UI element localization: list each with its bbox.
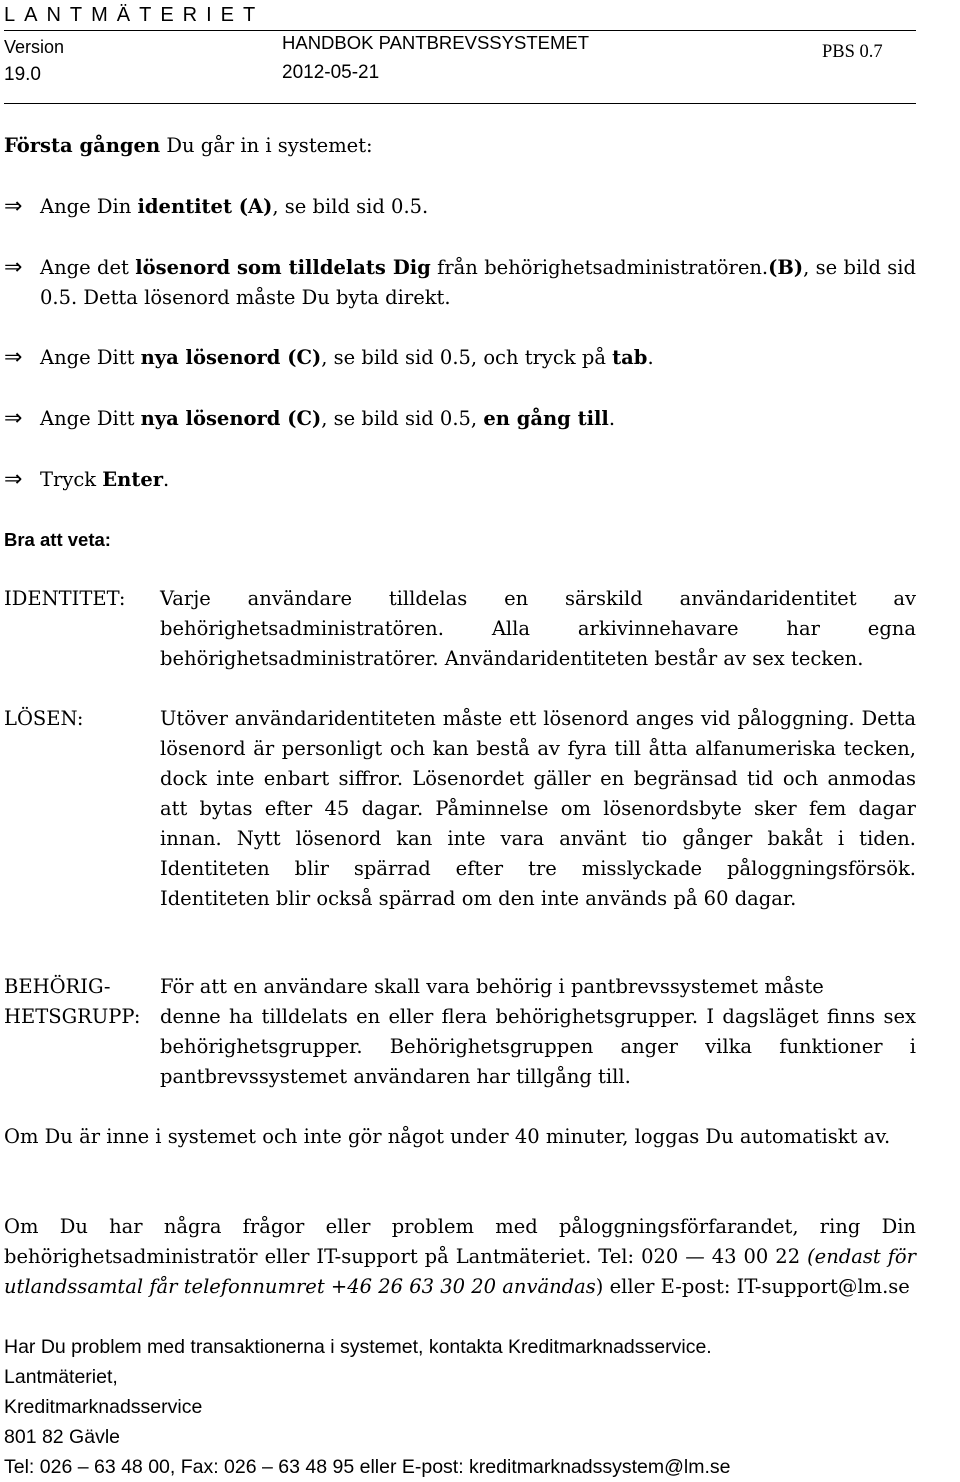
- step-text: , se bild sid 0.5, och tryck på: [321, 346, 613, 369]
- step-text: Tryck: [40, 468, 103, 491]
- support-text: ) eller E-post: IT-support@lm.se: [595, 1275, 910, 1298]
- right-arrow-icon: ⇒: [4, 255, 23, 280]
- step-bold: en gång till: [483, 407, 609, 430]
- contact-line: Lantmäteriet,: [4, 1366, 118, 1388]
- step-bold: Enter: [102, 468, 164, 491]
- step-text: , se bild sid 0.5,: [321, 407, 484, 430]
- version-number: 19.0: [4, 64, 41, 85]
- step-text: .: [647, 346, 654, 369]
- step-confirm-password: [4, 404, 916, 434]
- step-bold: tab: [612, 346, 648, 369]
- brand-name: LANTMÄTERIET: [4, 4, 265, 26]
- step-text: Ange Ditt: [40, 346, 141, 369]
- header-rule-top: [4, 30, 916, 31]
- step-press-enter: [4, 465, 916, 495]
- page-header: [0, 0, 960, 110]
- intro-bold: Första gången: [4, 134, 161, 157]
- intro-line: [4, 131, 916, 161]
- support-paragraph: [4, 1212, 916, 1302]
- support-italic: (endast för utlandssamtal får telefonnumret +46 26 63 30 20 användas: [4, 1245, 916, 1298]
- definition-identity: [4, 584, 916, 674]
- header-rule-bottom: [4, 103, 916, 104]
- right-arrow-icon: ⇒: [4, 194, 23, 219]
- contact-block: [4, 1332, 916, 1482]
- definition-password: [4, 704, 916, 914]
- definition-authority-group: [4, 972, 916, 1092]
- section-heading: Bra att veta:: [4, 529, 111, 550]
- document-title: HANDBOK PANTBREVSSYSTEMET: [282, 32, 590, 53]
- definition-term: HETSGRUPP:: [4, 1005, 141, 1028]
- step-text: från behörighetsadministratören.: [430, 256, 769, 279]
- definition-term: IDENTITET:: [4, 587, 126, 610]
- step-text: Ange Ditt: [40, 407, 141, 430]
- page-code: PBS 0.7: [822, 42, 883, 62]
- definition-term: BEHÖRIG-: [4, 975, 111, 998]
- definition-desc: denne ha tilldelats en eller flera behörighetsgrupper. I dagsläget finns sex behörighetsgrupper. Behörighetsgruppen anger vilka funktioner i pantbrevssystemet användaren har tillgång till.: [160, 1005, 916, 1088]
- step-text: Ange Din: [40, 195, 138, 218]
- timeout-note: Om Du är inne i systemet och inte gör något under 40 minuter, loggas Du automatiskt av.: [4, 1125, 891, 1148]
- contact-line: Tel: 026 – 63 48 00, Fax: 026 – 63 48 95 eller E-post: kreditmarknadssystem@lm.se: [4, 1456, 731, 1478]
- right-arrow-icon: ⇒: [4, 406, 23, 431]
- step-new-password: [4, 343, 916, 373]
- definition-desc: Utöver användaridentiteten måste ett lösenord anges vid påloggning. Detta lösenord är personligt och kan bestå av fyra till åtta alfanumeriska tecken, dock inte enbart siffror. Lösenordet gäller en begränsad tid och anmodas att bytas efter 45 dagar. Påminnelse om lösenordsbyte sker fem dagar innan. Nytt lösenord kan inte vara använt tio gånger bakåt i tiden. Identiteten blir spärrad efter tre misslyckade påloggningsförsök. Identiteten blir också spärrad om den inte används på 60 dagar.: [160, 707, 916, 910]
- definition-desc-first: För att en användare skall vara behörig i pantbrevssystemet måste: [160, 975, 824, 998]
- intro-rest: Du går in i systemet:: [160, 134, 373, 157]
- step-initial-password: [4, 253, 916, 313]
- version-label: Version: [4, 37, 65, 57]
- step-text: .: [163, 468, 170, 491]
- contact-line: 801 82 Gävle: [4, 1426, 121, 1448]
- step-text: , se bild sid 0.5.: [272, 195, 429, 218]
- right-arrow-icon: ⇒: [4, 467, 23, 492]
- support-text: Om Du har några frågor eller problem med påloggningsförfarandet, ring Din behörighetsadministratör eller IT-support på Lantmäteriet. Tel: 020 — 43 00 22: [4, 1215, 916, 1268]
- definition-desc: Varje användare tilldelas en särskild användaridentitet av behörighetsadministratören. Alla arkivinnehavare har egna behörighetsadministratörer. Användaridentiteten består av sex tecken.: [160, 587, 916, 670]
- step-bold: identitet (A): [137, 195, 273, 218]
- definition-term: LÖSEN:: [4, 707, 84, 730]
- step-text: , se bild sid 0.5. Detta lösenord måste Du byta direkt.: [40, 256, 916, 309]
- step-text: Ange det: [40, 256, 136, 279]
- contact-line: Kreditmarknadsservice: [4, 1396, 203, 1418]
- step-bold: (B): [768, 256, 804, 279]
- right-arrow-icon: ⇒: [4, 345, 23, 370]
- step-text: .: [608, 407, 616, 430]
- step-bold: lösenord som tilldelats Dig: [135, 256, 431, 279]
- step-identity: [4, 192, 916, 222]
- document-date: 2012-05-21: [282, 62, 380, 83]
- step-bold: nya lösenord (C): [140, 407, 322, 430]
- contact-line: Har Du problem med transaktionerna i systemet, kontakta Kreditmarknadsservice.: [4, 1336, 712, 1358]
- step-bold: nya lösenord (C): [140, 346, 322, 369]
